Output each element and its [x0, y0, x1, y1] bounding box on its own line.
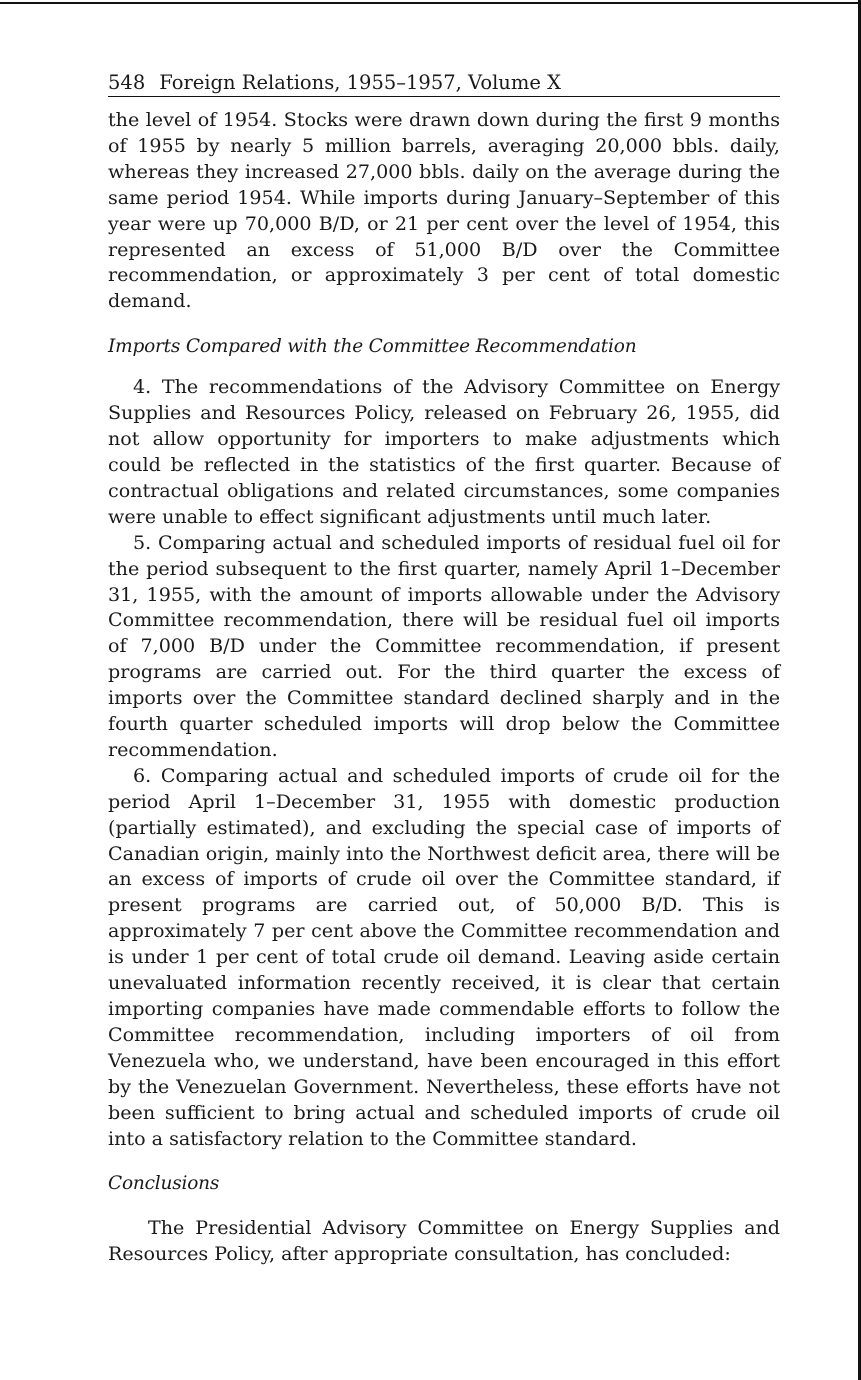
paragraph-intro: the level of 1954. Stocks were drawn down during the first 9 months of 1955 by nearly 5 million barrels, averaging 20,000 bbls. daily, whereas they increased 27,000 bbls. daily on the average during the same period 1954. While imports during January–September of this year were up 70,000 B/D, or 21 per cent over the level of 1954, this represented an excess of 51,000 B/D over the Committee recommendation, or approximately 3 per cent of total domestic demand. — [108, 108, 780, 313]
page-number: 548 — [108, 71, 146, 94]
publication-title: Foreign Relations, 1955–1957, Volume X — [159, 71, 561, 94]
top-scan-border — [0, 2, 861, 4]
running-header — [108, 70, 780, 97]
paragraph-conclusions: The Presidential Advisory Committee on Energy Supplies and Resources Policy, after appropriate consultation, has concluded: — [108, 1216, 780, 1266]
paragraph-4: 4. The recommendations of the Advisory Committee on Energy Supplies and Resources Policy, released on February 26, 1955, did not allow opportunity for importers to make adjustments which could be reflected in the statistics of the first quarter. Because of contractual obligations and related circumstances, some companies were unable to effect significant adjustments until much later. — [108, 375, 780, 528]
section-heading-imports: Imports Compared with the Committee Recommendation — [108, 336, 637, 358]
document-page — [108, 70, 780, 1267]
section-heading-conclusions: Conclusions — [108, 1173, 220, 1195]
paragraph-5: 5. Comparing actual and scheduled imports of residual fuel oil for the period subsequent to the first quarter, namely April 1–December 31, 1955, with the amount of imports allowable under the Advisory Committee recommendation, there will be residual fuel oil imports of 7,000 B/D under the Committee recommendation, if present programs are carried out. For the third quarter the excess of imports over the Committee standard declined sharply and in the fourth quarter scheduled imports will drop below the Committee recommendation. — [108, 530, 780, 761]
paragraph-6: 6. Comparing actual and scheduled imports of crude oil for the period April 1–December 31, 1955 with domestic production (partially estimated), and excluding the special case of imports of Canadian origin, mainly into the Northwest deficit area, there will be an excess of imports of crude oil over the Committee standard, if present programs are carried out, of 50,000 B/D. This is approximately 7 per cent above the Committee recommendation and is under 1 per cent of total crude oil demand. Leaving aside certain unevaluated information recently received, it is clear that certain importing companies have made commendable efforts to follow the Committee recommendation, including importers of oil from Venezuela who, we understand, have been encouraged in this effort by the Venezuelan Government. Nevertheless, these efforts have not been sufficient to bring actual and scheduled imports of crude oil into a satisfactory relation to the Committee standard. — [108, 763, 780, 1150]
